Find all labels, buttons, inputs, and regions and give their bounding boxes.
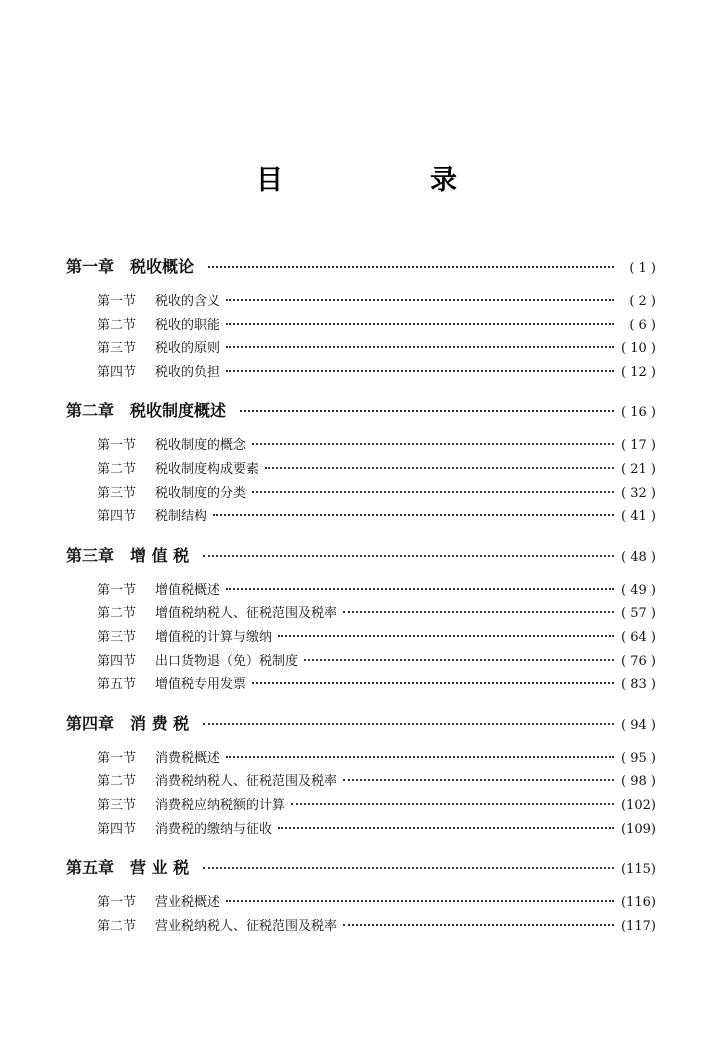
chapter-page-number: ( 48 ) — [621, 549, 656, 565]
section-page-number: ( 17 ) — [621, 438, 656, 454]
chapter-page-number: ( 16 ) — [621, 405, 656, 421]
section-name: 消费税概述 — [155, 750, 221, 766]
dot-leader — [278, 827, 614, 829]
section-entry[interactable] — [66, 747, 656, 771]
dot-leader — [203, 723, 614, 725]
dot-leader — [226, 370, 614, 372]
section-name: 税收的职能 — [155, 317, 221, 333]
page-title: 目 录 — [256, 165, 517, 196]
section-name: 税收的原则 — [155, 341, 221, 357]
section-name: 消费税纳税人、征税范围及税率 — [155, 774, 338, 790]
section-page-number: ( 21 ) — [621, 461, 656, 477]
section-page-number: (109) — [621, 821, 656, 837]
section-number: 第一节 — [97, 294, 137, 309]
section-name: 增值税概述 — [155, 582, 221, 598]
section-page-number: ( 12 ) — [621, 364, 656, 380]
section-page-number: ( 10 ) — [621, 341, 656, 357]
chapter-name: 税收概论 — [130, 257, 195, 276]
chapter-block — [66, 254, 656, 384]
section-number: 第一节 — [97, 438, 137, 454]
section-page-number: ( 57 ) — [621, 606, 656, 622]
chapter-entry[interactable] — [66, 398, 656, 428]
section-number: 第一节 — [97, 895, 137, 911]
section-number: 第四节 — [97, 509, 137, 525]
section-number: 第一节 — [97, 750, 137, 766]
section-page-number: ( 98 ) — [621, 774, 656, 790]
section-name: 营业税纳税人、征税范围及税率 — [155, 918, 338, 934]
chapter-page-number: ( 94 ) — [621, 717, 656, 733]
chapter-page-number: (115) — [621, 862, 656, 878]
section-name: 增值税专用发票 — [155, 677, 247, 693]
dot-leader — [252, 443, 614, 445]
section-number: 第一节 — [97, 582, 137, 598]
chapter-entry[interactable] — [66, 711, 656, 741]
section-name: 税收制度的概念 — [155, 438, 247, 454]
section-page-number: ( 83 ) — [621, 677, 656, 693]
section-number: 第二节 — [97, 461, 137, 477]
section-number: 第二节 — [97, 317, 137, 333]
chapter-entry[interactable] — [66, 855, 656, 885]
section-page-number: ( 32 ) — [621, 485, 656, 501]
section-name: 税收制度的分类 — [155, 485, 247, 501]
chapter-number: 第四章 — [66, 713, 115, 733]
section-entry[interactable] — [66, 818, 656, 842]
chapter-name: 营 业 税 — [130, 858, 190, 878]
section-entry[interactable] — [66, 579, 656, 603]
section-page-number: ( 76 ) — [621, 653, 656, 669]
dot-leader — [252, 491, 614, 493]
chapter-block — [66, 711, 656, 841]
section-name: 税收的含义 — [155, 294, 221, 309]
section-entry[interactable] — [66, 602, 656, 626]
chapter-page-number: ( 1 ) — [629, 261, 656, 276]
section-page-number: ( 2 ) — [629, 294, 656, 309]
chapter-block — [66, 543, 656, 697]
section-name: 税收制度构成要素 — [155, 461, 260, 477]
dot-leader — [226, 346, 614, 348]
chapter-number: 第二章 — [66, 401, 115, 421]
chapter-name: 税收制度概述 — [130, 401, 227, 421]
dot-leader — [343, 779, 614, 781]
section-entry[interactable] — [66, 650, 656, 674]
section-entry[interactable] — [66, 361, 656, 385]
section-entry[interactable] — [66, 673, 656, 697]
section-entry[interactable] — [66, 482, 656, 506]
dot-leader — [343, 924, 614, 926]
section-name: 营业税概述 — [155, 895, 221, 911]
section-number: 第二节 — [97, 774, 137, 790]
section-number: 第三节 — [97, 341, 137, 357]
dot-leader — [226, 756, 614, 758]
section-name: 消费税应纳税额的计算 — [155, 797, 286, 813]
section-entry[interactable] — [66, 770, 656, 794]
section-name: 税制结构 — [155, 509, 208, 525]
chapter-name: 消 费 税 — [130, 713, 190, 733]
section-number: 第三节 — [97, 485, 137, 501]
section-entry[interactable] — [66, 794, 656, 818]
section-name: 出口货物退（免）税制度 — [155, 653, 299, 669]
chapter-block — [66, 855, 656, 938]
chapter-entry[interactable] — [66, 254, 656, 284]
dot-leader — [226, 299, 614, 301]
section-name: 税收的负担 — [155, 364, 221, 380]
section-number: 第四节 — [97, 653, 137, 669]
section-entry[interactable] — [66, 891, 656, 915]
dot-leader — [226, 323, 614, 325]
dot-leader — [203, 867, 614, 869]
section-number: 第四节 — [97, 364, 137, 380]
section-name: 增值税纳税人、征税范围及税率 — [155, 606, 338, 622]
section-page-number: ( 41 ) — [621, 509, 656, 525]
chapter-number: 第一章 — [66, 257, 115, 276]
section-page-number: (117) — [621, 918, 656, 934]
section-number: 第五节 — [97, 677, 137, 693]
section-page-number: ( 49 ) — [621, 582, 656, 598]
section-number: 第二节 — [97, 606, 137, 622]
section-entry[interactable] — [66, 505, 656, 529]
dot-leader — [265, 467, 614, 469]
chapter-entry[interactable] — [66, 543, 656, 573]
section-page-number: ( 6 ) — [629, 317, 656, 333]
section-entry[interactable] — [66, 626, 656, 650]
chapter-number: 第五章 — [66, 858, 115, 878]
section-entry[interactable] — [66, 434, 656, 458]
dot-leader — [240, 410, 614, 412]
dot-leader — [304, 659, 614, 661]
section-page-number: ( 64 ) — [621, 629, 656, 645]
section-number: 第二节 — [97, 918, 137, 934]
section-entry[interactable] — [66, 290, 656, 314]
dot-leader — [252, 682, 614, 684]
section-name: 增值税的计算与缴纳 — [155, 629, 273, 645]
section-page-number: (102) — [621, 797, 656, 813]
section-entry[interactable] — [66, 458, 656, 482]
dot-leader — [343, 611, 614, 613]
section-name: 消费税的缴纳与征收 — [155, 821, 273, 837]
section-entry[interactable] — [66, 915, 656, 939]
dot-leader — [213, 514, 614, 516]
chapter-block — [66, 398, 656, 528]
chapter-number: 第三章 — [66, 545, 115, 565]
dot-leader — [226, 588, 614, 590]
section-entry[interactable] — [66, 314, 656, 338]
dot-leader — [278, 635, 614, 637]
section-page-number: ( 95 ) — [621, 750, 656, 766]
dot-leader — [203, 555, 614, 557]
section-number: 第四节 — [97, 821, 137, 837]
dot-leader — [226, 900, 614, 902]
section-page-number: (116) — [621, 895, 656, 911]
chapter-name: 增 值 税 — [130, 545, 190, 565]
section-number: 第三节 — [97, 797, 137, 813]
dot-leader — [291, 803, 614, 805]
section-entry[interactable] — [66, 337, 656, 361]
table-of-contents — [66, 254, 656, 952]
dot-leader — [208, 266, 614, 268]
section-number: 第三节 — [97, 629, 137, 645]
